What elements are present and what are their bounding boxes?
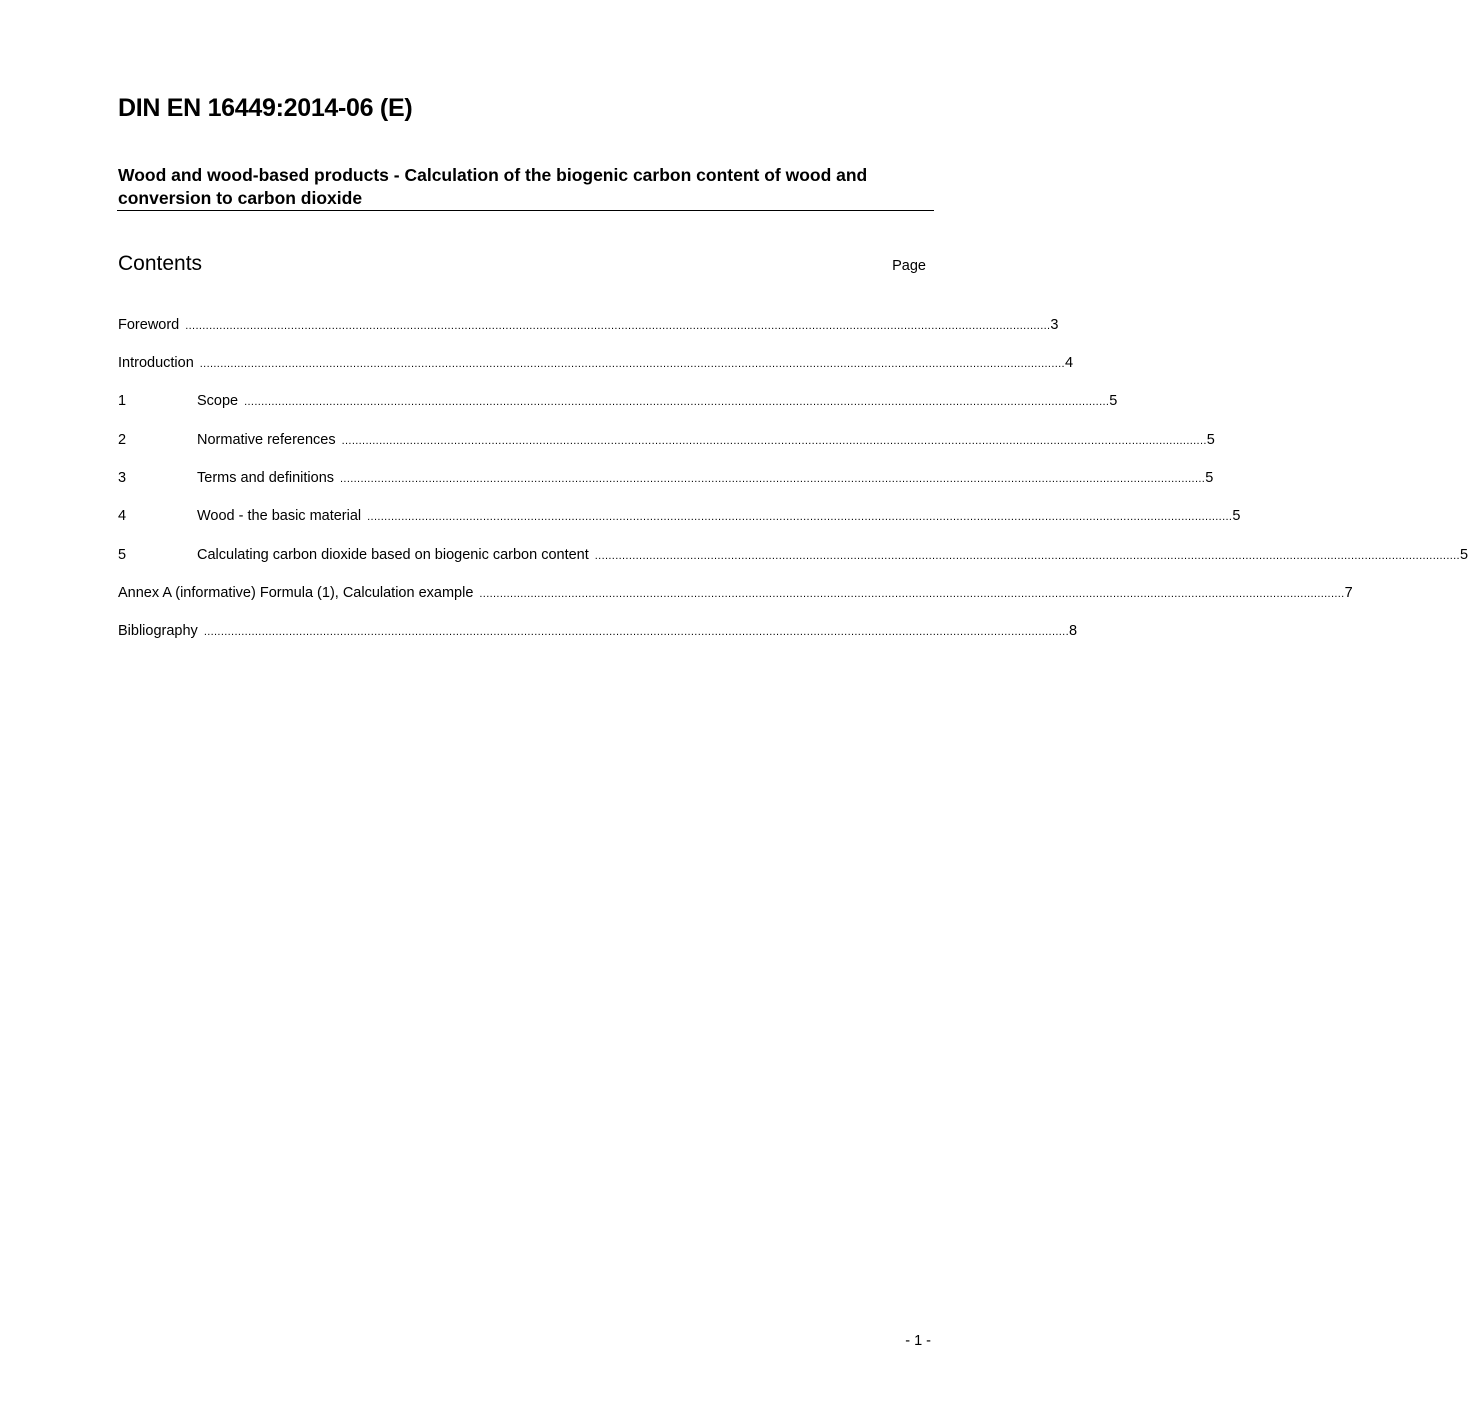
toc-entry-foreword[interactable] xyxy=(118,315,1059,335)
toc-entry-introduction[interactable] xyxy=(118,353,1074,373)
toc-entry-label: Annex A (informative) Formula (1), Calculation example xyxy=(118,585,474,601)
toc-entry-label: Foreword xyxy=(118,317,180,333)
document-id: DIN EN 16449:2014-06 (E) xyxy=(118,94,413,122)
toc-leader-dots: .............................................................................................................................................................................................................................................................. xyxy=(341,435,1207,447)
toc-entry-number: 4 xyxy=(118,508,127,524)
toc-entry-wood-basic-material[interactable] xyxy=(118,506,1241,526)
toc-entry-label: Normative references xyxy=(197,432,336,448)
toc-entry-terms-and-definitions[interactable] xyxy=(118,468,1214,488)
page-column-heading: Page xyxy=(892,258,926,274)
toc-entry-scope[interactable] xyxy=(118,391,1118,411)
toc-entry-page: 3 xyxy=(1050,317,1059,333)
toc-entry-number: 1 xyxy=(118,393,127,409)
toc-entry-page: 7 xyxy=(1344,585,1353,601)
toc-entry-label: Terms and definitions xyxy=(197,470,335,486)
toc-entry-page: 5 xyxy=(1232,508,1241,524)
page-number: - 1 - xyxy=(905,1333,931,1349)
contents-heading: Contents xyxy=(118,252,203,275)
toc-leader-dots: .............................................................................................................................................................................................................................................................. xyxy=(479,588,1345,600)
toc-entry-page: 5 xyxy=(1459,547,1468,563)
toc-leader-dots: .............................................................................................................................................................................................................................................................. xyxy=(367,511,1233,523)
toc-leader-dots: .............................................................................................................................................................................................................................................................. xyxy=(203,626,1069,638)
document-title: Wood and wood-based products - Calculation of the biogenic carbon content of wood and conversion to carbon dioxide xyxy=(118,165,868,208)
toc-entry-page: 5 xyxy=(1205,470,1214,486)
toc-entry-page: 4 xyxy=(1064,355,1074,371)
toc-leader-dots: .............................................................................................................................................................................................................................................................. xyxy=(244,396,1110,408)
toc-entry-page: 5 xyxy=(1109,393,1118,409)
toc-entry-label: Wood - the basic material xyxy=(197,508,362,524)
toc-leader-dots: .............................................................................................................................................................................................................................................................. xyxy=(594,550,1460,562)
toc-entry-page: 8 xyxy=(1068,623,1078,639)
toc-entry-calculating-carbon-dioxide[interactable] xyxy=(118,545,1468,565)
toc-entry-number: 5 xyxy=(118,547,127,563)
toc-entry-label: Scope xyxy=(197,393,239,409)
toc-leader-dots: .............................................................................................................................................................................................................................................................. xyxy=(340,473,1206,485)
toc-entry-number: 2 xyxy=(118,432,127,448)
toc-entry-label: Bibliography xyxy=(118,623,198,639)
toc-entry-normative-references[interactable] xyxy=(118,430,1215,450)
toc-entry-label: Introduction xyxy=(118,355,194,371)
toc-leader-dots: .............................................................................................................................................................................................................................................................. xyxy=(185,320,1051,332)
toc-entry-bibliography[interactable] xyxy=(118,621,1078,641)
toc-entry-page: 5 xyxy=(1206,432,1215,448)
toc-leader-dots: .............................................................................................................................................................................................................................................................. xyxy=(199,358,1065,370)
toc-entry-annex-a[interactable] xyxy=(118,583,1353,603)
toc-entry-number: 3 xyxy=(118,470,127,486)
toc-entry-label: Calculating carbon dioxide based on biogenic carbon content xyxy=(197,547,589,563)
title-divider xyxy=(117,210,934,211)
